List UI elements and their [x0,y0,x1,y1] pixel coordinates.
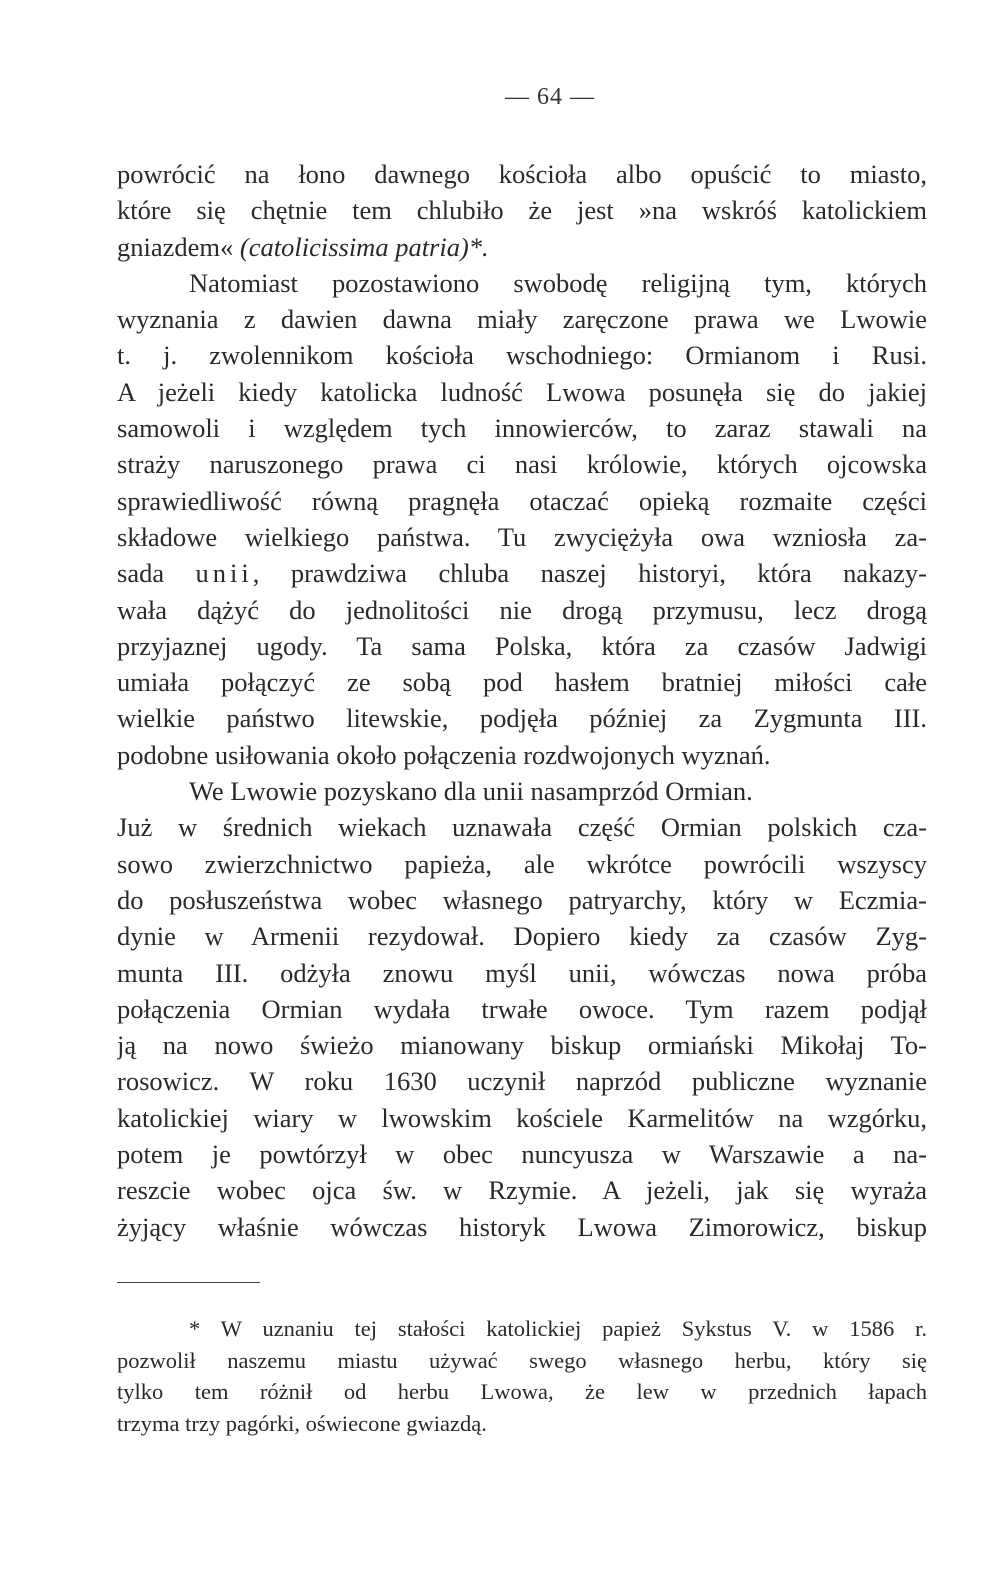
text-line: przyjaznej ugody. Ta sama Polska, która za czasów Jadwigi [117,630,927,661]
text-line: A jeżeli kiedy katolicka ludność Lwowa posunęła się do jakiej [117,376,927,407]
text-line: powrócić na łono dawnego kościoła albo opuścić to miasto, [117,159,927,189]
text-line: wielkie państwo litewskie, podjęła później za Zygmunta III. [117,703,927,734]
footnote-line: pozwolił naszemu miastu używać swego własnego herbu, który się [117,1347,927,1373]
text-line: Natomiast pozostawiono swobodę religijną tym, których [189,267,927,298]
footnote-line: tylko tem różnił od herbu Lwowa, że lew w przednich łapach [117,1379,927,1404]
text-line: ją na nowo świeżo mianowany biskup ormiański Mikołaj To- [117,1030,927,1061]
text-line [117,229,927,265]
text-line: Już w średnich wiekach uznawała część Ormian polskich cza- [117,812,927,843]
italic-phrase: (catolicissima patria)*. [239,231,489,262]
main-text [117,156,927,1245]
text-line: sowo zwierzchnictwo papieża, ale wkrótce powrócili wszyscy [117,848,927,879]
text-line: We Lwowie pozyskano dla unii nasamprzód Ormian. [189,776,753,807]
text-line: katolickiej wiary w lwowskim kościele Karmelitów na wzgórku, [117,1102,927,1133]
text-line: podobne usiłowania około połączenia rozdwojonych wyznań. [117,739,771,770]
text-segment: , prawdziwa chluba naszej historyi, która nakazy- [252,558,927,589]
text-segment: gniazdem« [117,231,234,262]
page-number: — 64 — [505,84,595,110]
text-line: samowoli i względem tych innowierców, to zaraz stawali na [117,413,927,444]
text-line: połączenia Ormian wydała trwałe owoce. Tym razem podjął [117,993,927,1024]
text-line: munta III. odżyła znowu myśl unii, wówczas nowa próba [117,957,927,988]
text-line: wyznania z dawien dawna miały zaręczone prawa we Lwowie [117,304,927,335]
text-line: które się chętnie tem chlubiło że jest »na wskróś katolickiem [117,195,927,226]
text-line [117,555,927,591]
text-line: wała dążyć do jednolitości nie drogą przymusu, lecz drogą [117,594,927,625]
text-line: reszcie wobec ojca św. w Rzymie. A jeżeli, jak się wyraża [117,1175,927,1206]
text-line: do posłuszeństwa wobec własnego patryarchy, który w Eczmia- [117,884,927,915]
text-line: rosowicz. W roku 1630 uczynił naprzód publiczne wyznanie [117,1066,927,1097]
footnote-line: * W uznaniu tej stałości katolickiej papież Sykstus V. w 1586 r. [189,1316,927,1341]
text-line: żyjący właśnie wówczas historyk Lwowa Zimorowicz, biskup [117,1211,927,1242]
text-line: składowe wielkiego państwa. Tu zwyciężyła owa wzniosła za- [117,521,927,552]
text-line: straży naruszonego prawa ci nasi królowie, których ojcowska [117,449,927,480]
spaced-word: unii [195,558,253,589]
text-line: sprawiedliwość równą pragnęła otaczać opieką rozmaite części [117,485,927,516]
text-line: umiała połączyć ze sobą pod hasłem bratniej miłości całe [117,667,927,698]
footnote-line: trzyma trzy pagórki, oświecone gwiazdą. [117,1410,487,1436]
text-line: potem je powtórzył w obec nuncyusza w Warszawie a na- [117,1139,927,1170]
text-segment: sada [117,558,165,589]
footnote-separator [117,1282,260,1283]
text-line: dynie w Armenii rezydował. Dopiero kiedy za czasów Zyg- [117,921,927,952]
text-line: t. j. zwolennikom kościoła wschodniego: Ormianom i Rusi. [117,340,927,371]
footnote [117,1313,927,1439]
